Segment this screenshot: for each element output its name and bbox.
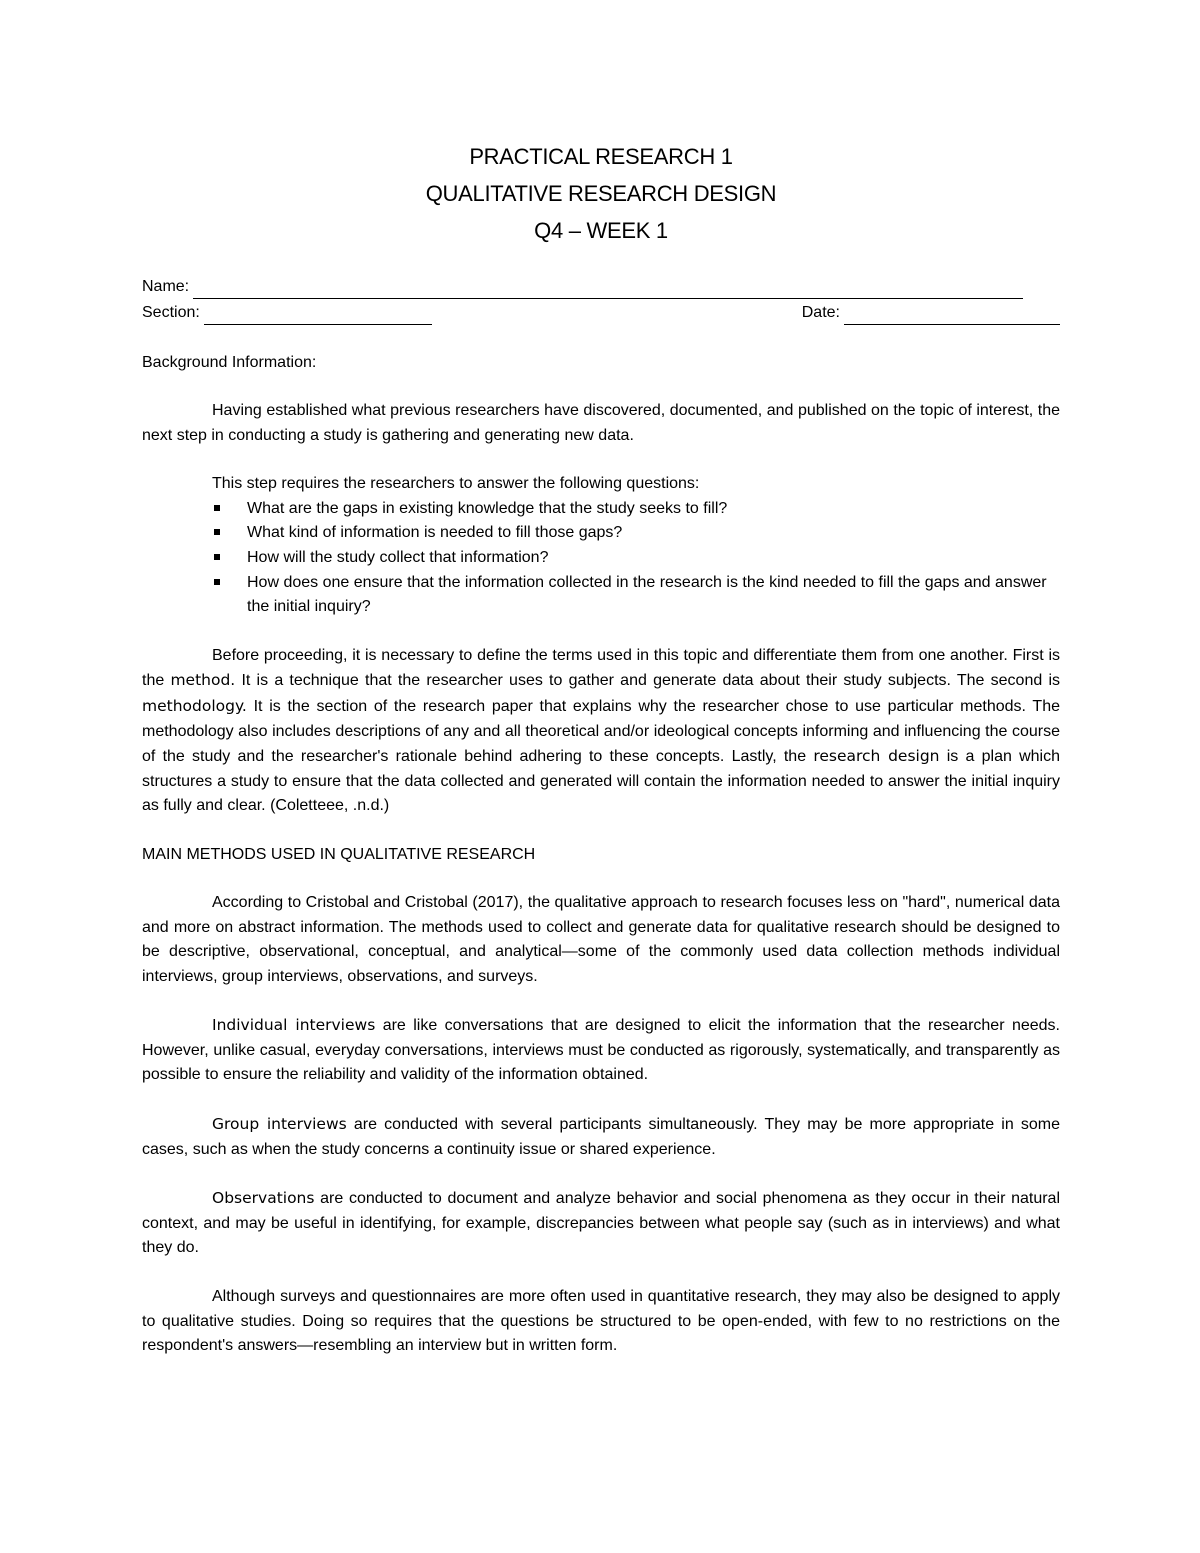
list-item: [212, 546, 1060, 571]
definitions-text-2: It is a technique that the researcher uses to gather and generate data about their study subjects. The second is: [235, 672, 1061, 690]
section-date-row: [142, 299, 1060, 325]
term-methodology: methodology.: [142, 696, 247, 715]
question-text: What kind of information is needed to fill those gaps?: [247, 524, 623, 542]
square-bullet-icon: [214, 529, 220, 535]
questions-intro: This step requires the researchers to answer the following questions:: [212, 475, 700, 493]
group-interviews-text: are conducted with several participants simultaneously. They may be more appropriate in some cases, such as when the study concerns a continuity issue or shared experience.: [142, 1116, 1061, 1158]
document-title: [142, 138, 1060, 249]
question-text: How will the study collect that information?: [247, 548, 549, 566]
definitions-paragraph: [142, 644, 1060, 819]
name-label: Name:: [142, 278, 190, 295]
name-blank-line[interactable]: [193, 280, 1023, 299]
term-individual-interviews: Individual interviews: [212, 1016, 376, 1035]
background-paragraph: Having established what previous researchers have discovered, documented, and published on the topic of interest, the next step in conducting a study is gathering and generating new data.: [142, 402, 1060, 444]
list-item: [212, 521, 1060, 546]
square-bullet-icon: [214, 554, 220, 560]
term-group-interviews: Group interviews: [212, 1115, 347, 1134]
title-line-topic: QUALITATIVE RESEARCH DESIGN: [425, 181, 777, 206]
group-interviews-paragraph: [142, 1112, 1060, 1162]
definitions-text-4: is a plan which structures a study to ensure that the data collected and generated will contain the information needed to answer the initial inquiry as fully and clear. (Coletteee, .n.d.): [142, 748, 1061, 815]
background-heading: Background Information:: [142, 354, 317, 371]
list-item: [212, 571, 1060, 620]
individual-interviews-text: are like conversations that are designed to elicit the information that the researcher needs. However, unlike casual, everyday conversations, interviews must be conducted as rigorously, systematically, and transparently as possible to ensure the reliability and validity of the information obtained.: [142, 1017, 1060, 1084]
list-item: [212, 497, 1060, 522]
title-line-subject: PRACTICAL RESEARCH 1: [469, 144, 733, 169]
questions-list: [142, 497, 1060, 620]
term-research-design: research design: [813, 747, 940, 766]
observations-text: are conducted to document and analyze behavior and social phenomena as they occur in their natural context, and may be useful in identifying, for example, discrepancies between what people say (such as in interviews) and what they do.: [142, 1190, 1060, 1257]
definitions-text-1: Before proceeding, it is necessary to define the terms used in this topic and differentiate them from one another. First is the: [142, 646, 1060, 690]
name-field-row: [142, 273, 1060, 299]
section-label: Section:: [142, 304, 200, 321]
square-bullet-icon: [214, 505, 220, 511]
observations-paragraph: [142, 1186, 1060, 1261]
methods-intro-paragraph: According to Cristobal and Cristobal (2017), the qualitative approach to research focuses less on "hard", numerical data and more on abstract information. The methods used to collect and generate data for qualitative research should be designed to be descriptive, observational, conceptual, and analytical—some of the commonly used data collection methods individual interviews, group interviews, observations, and surveys.: [142, 893, 1060, 985]
individual-interviews-paragraph: [142, 1013, 1060, 1088]
term-observations: Observations: [212, 1189, 315, 1208]
square-bullet-icon: [214, 579, 220, 585]
term-method: method.: [170, 671, 236, 690]
question-text: What are the gaps in existing knowledge that the study seeks to fill?: [247, 499, 728, 517]
title-line-week: Q4 – WEEK 1: [534, 218, 668, 243]
main-methods-heading: MAIN METHODS USED IN QUALITATIVE RESEARCH: [142, 845, 536, 863]
definitions-text-3: It is the section of the research paper that explains why the researcher chose to use particular methods. The methodology also includes descriptions of any and all theoretical and/or ideological concepts informing and influencing the course of the study and the researcher's rationale behind adhering to these concepts. Lastly, the: [142, 697, 1060, 766]
date-blank-line[interactable]: [844, 306, 1060, 325]
question-text: How does one ensure that the information collected in the research is the kind needed to fill the gaps and answer the initial inquiry?: [247, 573, 1047, 616]
surveys-paragraph: Although surveys and questionnaires are more often used in quantitative research, they may also be designed to apply to qualitative studies. Doing so requires that the questions be structured to be open-ended, with few to no restrictions on the respondent's answers—resembling an interview but in written form.: [142, 1288, 1060, 1355]
document-page: [142, 138, 1060, 1359]
section-blank-line[interactable]: [204, 306, 432, 325]
date-label: Date:: [801, 304, 840, 321]
